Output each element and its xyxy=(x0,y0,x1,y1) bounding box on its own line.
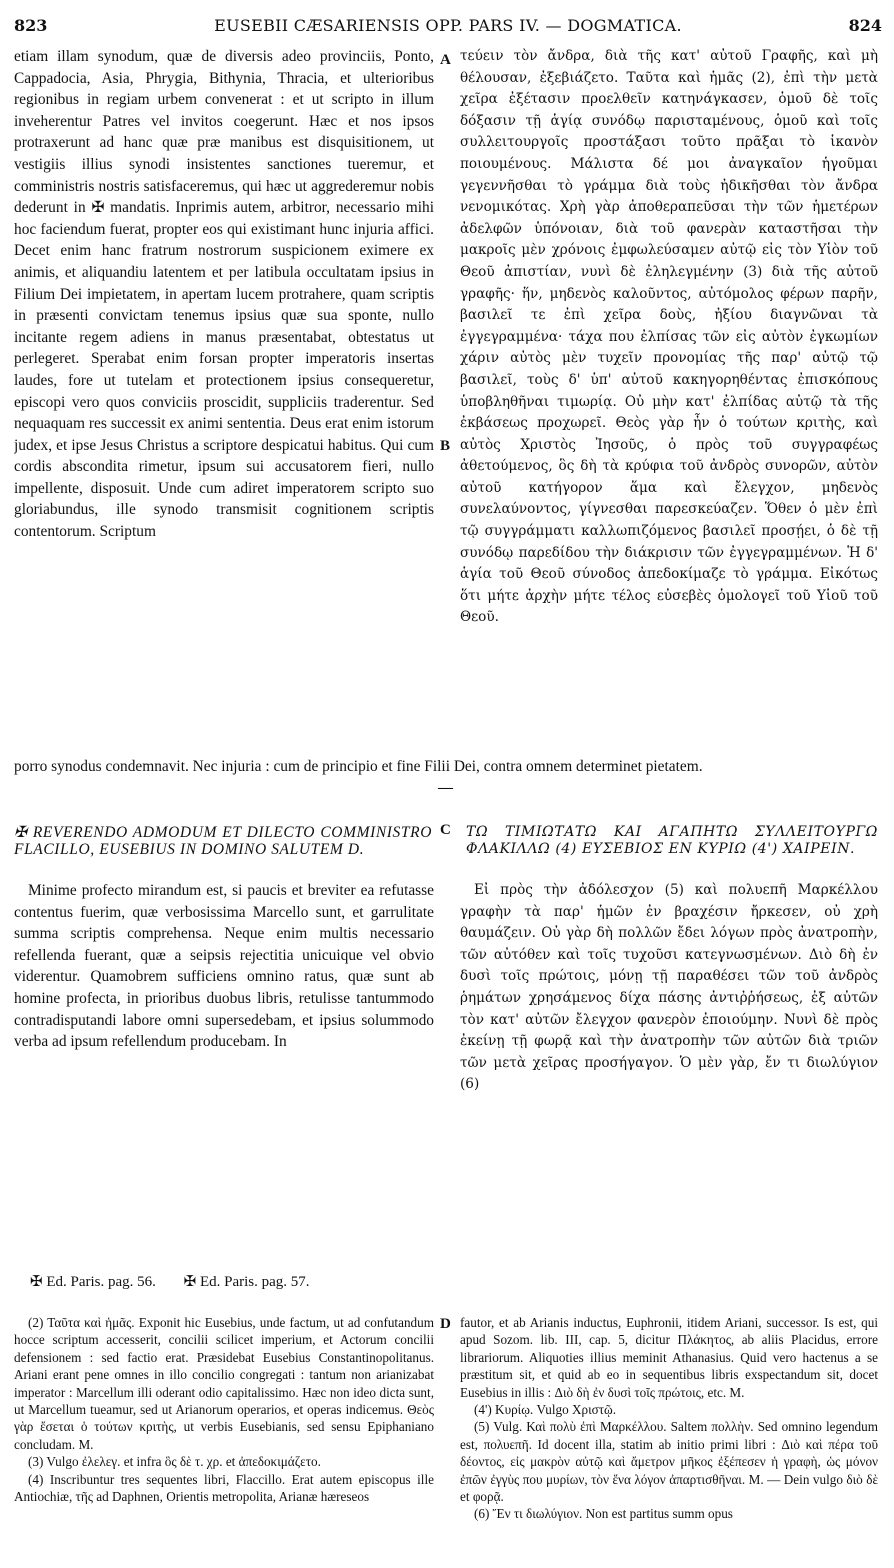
spanning-text: porro synodus condemnavit. Nec injuria : cum de principio et fine Filii Dei, contra omnem determinet pietatem. xyxy=(14,758,703,775)
edition-ref-1: ✠ Ed. Paris. pag. 56. xyxy=(30,1274,156,1290)
separator-dash: — xyxy=(438,780,453,796)
margin-marker-b: B xyxy=(440,438,451,454)
margin-marker-d: D xyxy=(440,1316,451,1332)
edition-references xyxy=(30,1272,334,1291)
margin-marker-a: A xyxy=(440,52,451,68)
footnote-2: (2) Ταῦτα καὶ ἡμᾶς. Exponit hic Eusebius, unde factum, ut ad confutandum hocce scriptum accesserit, concilii scilicet imperium, et Actorum concilii defensionem : sed factio erat. Præsidebat Eusebius Constantinopolitanus. Ariani erant pene omnes in illo concilio congregati : tantum non arianizabat imperator : Marcellum illi oderant odio capitalissimo. Hæc non ideo dicta sunt, ut Marcellum tueamur, sed ut Arianorum operarios, et operas indicemus. Θεὸς γὰρ ἔσεται ὁ τούτων κριτὴς, ut verbis Eusebianis, sed sensu Epiphaniano concludam. M. xyxy=(14,1315,434,1452)
latin-column-body xyxy=(14,880,434,1260)
running-title: EUSEBII CÆSARIENSIS OPP. PARS IV. — DOGMATICA. xyxy=(214,16,682,35)
footnote-4: (4) Inscribuntur tres sequentes libri, Flaccillo. Erat autem episcopus ille Antiochiæ, τῆς ad Daphnen, Orientis metropolita, Arianæ hæreseos xyxy=(14,1471,434,1505)
greek-column-top: τεύειν τὸν ἄνδρα, διὰ τῆς κατ' αὐτοῦ Γραφῆς, καὶ μὴ θέλουσαν, ἐξεβιάζετο. Ταῦτα καὶ ἡμᾶς (2), ἐπὶ τὴν μετὰ χεῖρα ἐξέτασιν προελθεῖν κατηνάγκασεν, ὁμοῦ δὲ τοῖς δόξασιν τῇ ἁγίᾳ συνόδῳ παρισταμένους, ὁμοῦ καὶ τοῖς συλλειτουργοῖς προστάξασι τοῦτο πρᾶξαι τὸ ἱκανὸν ποιουμένους. Μάλιστα δέ μοι ἀναγκαῖον ἡγοῦμαι γεγεννῆσθαι τὸ γράμμα διὰ τοὺς ἠδικῆσθαι τὸν ἄνδρα νενομικότας. Χρὴ γὰρ ἀποθεραπεῦσαι τὴν τῶν ἡμετέρων ἀδελφῶν ὑπόνοιαν, διὰ τοῦ φανερὰν καταστῆσαι τὴν μακροῖς μὲν χρόνοις ἐμφωλεύσαμεν αὐτῷ εἰς τὸν Υἱὸν τοῦ Θεοῦ ἀπιστίαν, νυνὶ δὲ ἐληλεγμένην (3) διὰ τῆς αὐτοῦ γραφῆς· ἥν, μηδενὸς καλοῦντος, αὐτόμολος φέρων παρῆν, βασιλεῖ τε ἐπὶ χεῖρα δοὺς, ἠξίου διαγνῶναι τὰ ἐγγεγραμμένα· τάχα που ἐλπίσας τῶν εἰς αὐτὸν ἐγκωμίων χάριν αὐτὸς μὲν τυχεῖν προνομίας τῆς παρ' αὐτῷ τῷ βασιλεῖ, τοὺς δ' ὑπ' αὐτοῦ κακηγορηθέντας ἐπισκόπους ὑποβληθῆναι τιμωρίᾳ. Οὐ μὴν κατ' ἐλπίδας αὐτῷ τὰ τῆς ἐκβάσεως προχωρεῖ. Θεὸς γὰρ ἦν ὁ τούτων κριτὴς, καὶ αὐτὸς Χριστὸς Ἰησοῦς, ὁ πρὸς τοῦ συγγραφέως ἀθετούμενος, ὃς δὴ τὰ κρύφια τοῦ ἀνδρὸς συνορῶν, αὐτὸν αὐτοῦ κατήγορον ἅμα καὶ ἔλεγχον, μηδενὸς συνελαύνοντος, γίγνεσθαι παρεσκεύαζεν. Ὅθεν ὁ μὲν ἐπὶ τῷ συγγράμματι καλλωπιζόμενος βασιλεῖ προσῄει, ὁ δὲ τῇ συνόδῳ παρεδίδου τὴν διάκρισιν τῶν ἐγγεγραμμένων. Ἡ δ' ἁγία τοῦ Θεοῦ σύνοδος ἀπεδοκίμαζε τὸ γράμμα. Εἰκότως ὅτι μήτε ἀρχὴν μήτε τέλος εὐσεβὲς ὁμολογεῖ τοῦ Υἱοῦ τοῦ Θεοῦ. xyxy=(460,48,878,626)
greek-body-paragraph: Εἰ πρὸς τὴν ἀδόλεσχον (5) καὶ πολυεπῆ Μαρκέλλου γραφὴν τὰ παρ' ἡμῶν ἐν βραχέσιν ἤρκεσεν, οὐ χρὴ θαυμάζειν. Οὐ γὰρ δὴ πολλῶν ἔδει λόγων πρὸς ἀνατροπὴν, τῶν αὐτόθεν καὶ τοῖς τυχοῦσι κατεγνωσμένων. Διὸ δὴ ἐν δυσὶ τοῖς πρώτοις, μόνῃ τῇ παραθέσει τῶν τοῦ ἀνδρὸς ῥημάτων χρησάμενος δίχα πάσης ἀντιῤῥήσεως, ἐξ αὐτῶν τὸν κατ' αὐτῶν ἔλεγχον φανερὸν ἐποιούμην. Νυνὶ δὲ πρὸς ἐκείνῃ τῇ φωρᾷ καὶ τὴν ἀνατροπὴν τῶν αὐτῶν διὰ τριῶν τῶν μετὰ χεῖρας προσήγαγον. Ὁ μὲν γὰρ, ἔν τι διωλύγιον (6) xyxy=(460,882,878,1093)
latin-column-top: etiam illam synodum, quæ de diversis adeo provinciis, Ponto, Cappadocia, Asia, Phrygia, Bithynia, Thracia, et ulterioribus regionibus in regiam urbem convenerat : et ut scripto in illum inveherentur Patres vel invitos coegerunt. Hæc et nos ipsos protraxerunt ad hanc quæ præ manibus est disquisitionem, ut vestigiis illius synodi insistentes sanctiones tueremur, et comministris nostris satisfaceremus, qui hæc ut aggrederemur nobis dederunt in ✠ mandatis. Inprimis autem, arbitror, necessario mihi hoc faciendum fuerat, propter eos qui existimant hunc injuria affici. Decet enim hanc fratrum nostrorum suspicionem eximere ex animis, et aliquandiu latentem et per latibula occultatam ipsius in Filium Dei impietatem, in apertam lucem protrahere, quam scriptis in præsenti convictam tenemus ipsius quæ sua sponte, nullo incitante regem adiens in manus præsentabat, obtestatus ut perlegeret. Sperabat enim forsan propter imperatoris insertas laudes, fore ut tutelam et protectionem ipsius consequeretur, episcopi vero quos conviciis proscidit, suppliciis traderentur. Sed nequaquam res successit ex animi sententia. Deus erat enim istorum judex, et ipse Jesus Christus a scriptore despicatui habitus. Qui cum cordis abscondita rimetur, ipsum sui accusatorem fieri, nullo impellente, disposuit. Unde cum adiret imperatorem scripto suo gloriabundus, ille synodo transmisit cognitionem scriptis contentorum. Scriptum xyxy=(14,48,434,541)
margin-marker-c: C xyxy=(440,822,451,838)
letter-title-latin: ✠ REVERENDO ADMODUM ET DILECTO COMMINISTRO FLACILLO, EUSEBIUS IN DOMINO SALUTEM D. xyxy=(14,824,432,858)
latin-body-paragraph: Minime profecto mirandum est, si paucis et breviter ea refutasse contentus fuerim, quæ verbosissima Marcello sunt, et garrulitate summa scriptis comprehensa. Neque enim multis necessario refellenda fuerant, quæ a seipsis rejectitia unicuique vel obvio viderentur. Quamobrem sufficiens omnino ratus, quæ sunt ab homine profecta, in prioribus duobus libris, retulisse tantummodo contradisputandi labore omni supersedebam, et ipsius solummodo verba ad ipsum refellendum producebam. In xyxy=(14,882,434,1051)
footnote-4-continued: fautor, et ab Arianis inductus, Euphronii, itidem Ariani, successor. Is est, qui apud Sozom. lib. III, cap. 5, dicitur Πλάκητος, ab aliis Placidus, errore librariorum. Aliquoties illius meminit Athanasius. Quid vero hactenus a se præstitum sit, et quid ab eo in sequentibus libris exspectandum sit, docet Eusebius in illis : Διὸ δὴ ἐν δυσὶ τοῖς πρώτοις, etc. M. xyxy=(460,1315,878,1400)
letter-title-greek: ΤΩ ΤΙΜΙΩΤΑΤΩ ΚΑΙ ΑΓΑΠΗΤΩ ΣΥΛΛΕΙΤΟΥΡΓΩ ΦΛΑΚΙΛΛΩ (4) ΕΥΣΕΒΙΟΣ ΕΝ ΚΥΡΙΩ (4') ΧΑΙΡΕΙΝ. xyxy=(466,824,878,857)
footnote-6: (6) Ἔν τι διωλύγιον. Non est partitus summ opus xyxy=(474,1506,733,1522)
footnotes-right xyxy=(460,1314,878,1564)
page-number-right: 824 xyxy=(848,16,882,35)
footnotes-left xyxy=(14,1314,434,1564)
footnote-5: (5) Vulg. Καὶ πολὺ ἐπὶ Μαρκέλλου. Saltem πολλὴν. Sed omnino legendum est, πολυεπῆ. Id docent illa, statim ab initio primi libri : Διὸ καὶ πέρα τοῦ δέοντος, εἰς μακρὸν αὐτῷ καὶ ἄμετρον μῆκος ἐξέπεσεν ἡ γραφὴ, ὡς μόνον ἐπῶν ἐγγὺς που μυρίων, τὸν ἕνα λόγον ἀπαρτισθῆναι. M. — Dein vulgo διὸ δὲ et φορᾷ. xyxy=(460,1419,878,1505)
greek-column-body xyxy=(460,880,878,1260)
edition-ref-2: ✠ Ed. Paris. pag. 57. xyxy=(183,1274,310,1290)
footnote-3: (3) Vulgo ἐλελεγ. et infra ὃς δὲ τ. χρ. et ἀπεδοκιμάζετο. xyxy=(28,1454,321,1470)
footnote-4-prime: (4') Κυρίῳ. Vulgo Χριστῷ. xyxy=(474,1402,617,1418)
page-number-left: 823 xyxy=(14,16,48,35)
running-header xyxy=(14,16,882,38)
